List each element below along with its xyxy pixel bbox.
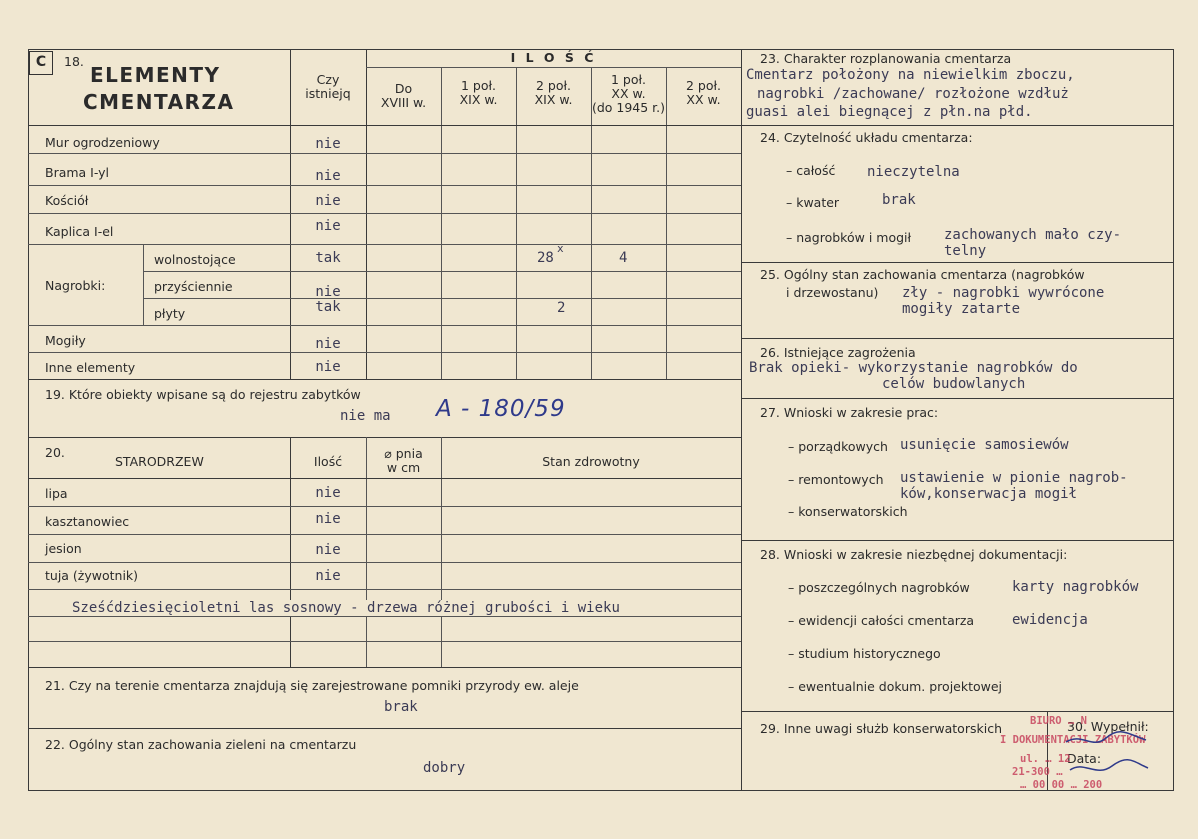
s21-answer: brak bbox=[384, 699, 418, 715]
row-label: płyty bbox=[154, 306, 186, 321]
s28-label: – ewidencji całości cmentarza bbox=[788, 613, 975, 628]
period-header: XX w. bbox=[611, 86, 646, 101]
s19-question: 19. Które obiekty wpisane są do rejestru zabytków bbox=[45, 387, 361, 402]
s26-answer-1: Brak opieki- wykorzystanie nagrobków do bbox=[749, 360, 1078, 376]
s18-number: 18. bbox=[64, 54, 84, 69]
s24-value: nieczytelna bbox=[867, 164, 960, 180]
s24-label: – całość bbox=[786, 163, 836, 178]
exists-value: nie bbox=[315, 136, 341, 152]
period-header: 1 poł. bbox=[610, 72, 647, 87]
s20-col-diam-1: ⌀ pnia bbox=[384, 446, 423, 461]
row-label: Mogiły bbox=[45, 333, 86, 348]
qty-2pol-xix-wolnostojace: 28 bbox=[537, 250, 554, 266]
qty-mark: x bbox=[557, 242, 564, 255]
exists-value: nie bbox=[315, 218, 341, 234]
tree-value: nie bbox=[315, 568, 341, 584]
s28-label: – poszczególnych nagrobków bbox=[788, 580, 970, 595]
period-header: XX w. bbox=[686, 92, 721, 107]
s18-divider-nagrobki bbox=[143, 244, 144, 325]
row-label: Kaplica I-el bbox=[45, 224, 114, 239]
s23-question: 23. Charakter rozplanowania cmentarza bbox=[760, 51, 1012, 66]
s25-answer-2: mogiły zatarte bbox=[902, 301, 1021, 317]
s27-label: – remontowych bbox=[788, 472, 884, 487]
period-header: XIX w. bbox=[459, 92, 498, 107]
frame-right bbox=[1173, 49, 1174, 791]
s22-question: 22. Ogólny stan zachowania zieleni na cmentarzu bbox=[45, 737, 357, 752]
s28-label: – studium historycznego bbox=[788, 646, 941, 661]
exists-value: nie bbox=[315, 193, 341, 209]
s27-value-cont: ków,konserwacja mogił bbox=[900, 486, 1078, 502]
exists-value: nie bbox=[315, 336, 341, 352]
s18-divider-p3 bbox=[516, 67, 517, 379]
s20-col-qty: Ilość bbox=[313, 454, 343, 469]
tree-value: nie bbox=[315, 511, 341, 527]
s18-divider-p5 bbox=[666, 67, 667, 379]
signature bbox=[1062, 728, 1152, 788]
s24-label: – kwater bbox=[786, 195, 840, 210]
s18-header-rule bbox=[28, 125, 741, 126]
period-header: 1 poł. bbox=[460, 78, 497, 93]
s24-value: zachowanych mało czy- bbox=[944, 227, 1122, 243]
s24-label: – nagrobków i mogił bbox=[786, 230, 912, 245]
s28-question: 28. Wnioski w zakresie niezbędnej dokumentacji: bbox=[760, 547, 1068, 562]
s20-col-diam-2: w cm bbox=[386, 460, 421, 475]
stamp-line: BIURO … N bbox=[1030, 715, 1087, 727]
exists-value: nie bbox=[315, 284, 341, 300]
period-header: 2 poł. bbox=[535, 78, 572, 93]
s20-number: 20. bbox=[45, 445, 65, 460]
s20-divider-health bbox=[441, 437, 442, 667]
s27-label: – porządkowych bbox=[788, 439, 888, 454]
s20-bottom-rule bbox=[28, 667, 741, 668]
s27-value: usunięcie samosiewów bbox=[900, 437, 1069, 453]
tree-label: tuja (żywotnik) bbox=[45, 568, 139, 583]
stamp-line: I DOKUMENTACJI ZABYTKÓW bbox=[1000, 734, 1146, 746]
s21-question: 21. Czy na terenie cmentarza znajdują się zarejestrowane pomniki przyrody ew. aleje bbox=[45, 678, 579, 693]
s18-divider-p2 bbox=[441, 67, 442, 379]
period-header: 2 poł. bbox=[685, 78, 722, 93]
s18-col-exists-1: Czy bbox=[316, 72, 340, 87]
s20-note: Sześćdziesięcioletni las sosnowy - drzewa różnej grubości i wieku bbox=[72, 600, 620, 616]
frame-left bbox=[28, 49, 29, 791]
s18-bottom-rule bbox=[28, 379, 741, 380]
s30-filled-by: 30. Wypełnił: bbox=[1067, 719, 1149, 734]
s25-question-2: i drzewostanu) bbox=[786, 285, 879, 300]
exists-value: nie bbox=[315, 168, 341, 184]
period-header: (do 1945 r.) bbox=[591, 100, 666, 115]
column-divider bbox=[741, 49, 742, 791]
s23-answer-1: Cmentarz położony na niewielkim zboczu, bbox=[746, 67, 1075, 83]
s29-question: 29. Inne uwagi służb konserwatorskich bbox=[760, 721, 1002, 736]
stamp-line: 21-300 … bbox=[1012, 766, 1063, 778]
s27-label: – konserwatorskich bbox=[788, 504, 908, 519]
section-letter: C bbox=[35, 54, 47, 70]
s19-bottom-rule bbox=[28, 437, 741, 438]
tree-label: kasztanowiec bbox=[45, 514, 130, 529]
tree-label: jesion bbox=[45, 541, 82, 556]
period-header: Do bbox=[394, 81, 413, 96]
period-header: XVIII w. bbox=[380, 95, 427, 110]
s18-title-line1: ELEMENTY bbox=[90, 63, 221, 87]
s20-col-health: Stan zdrowotny bbox=[542, 454, 640, 469]
s22-answer: dobry bbox=[423, 760, 466, 776]
qty-2pol-xix-plyty: 2 bbox=[557, 300, 566, 316]
s23-answer-2: nagrobki /zachowane/ rozłożone wzdłuż bbox=[757, 86, 1069, 102]
s28-label: – ewentualnie dokum. projektowej bbox=[788, 679, 1003, 694]
s20-title: STARODRZEW bbox=[115, 454, 204, 469]
row-label: przyściennie bbox=[154, 279, 233, 294]
nagrobki-label: Nagrobki: bbox=[45, 278, 106, 293]
row-label: Inne elementy bbox=[45, 360, 136, 375]
stamp-line: ul. … 12 bbox=[1020, 753, 1071, 765]
qty-1pol-xx-wolnostojace: 4 bbox=[619, 250, 628, 266]
row-label: wolnostojące bbox=[154, 252, 236, 267]
s18-ilosc-header: I L O Ś Ć bbox=[510, 50, 597, 65]
s28-value: karty nagrobków bbox=[1012, 579, 1139, 595]
s21-bottom-rule bbox=[28, 728, 741, 729]
tree-value: nie bbox=[315, 542, 341, 558]
period-header: XIX w. bbox=[534, 92, 573, 107]
exists-value: tak bbox=[315, 299, 341, 315]
s25-answer-1: zły - nagrobki wywrócone bbox=[902, 285, 1105, 301]
s24-value: brak bbox=[882, 192, 916, 208]
frame-top bbox=[28, 49, 1174, 50]
s18-title-line2: CMENTARZA bbox=[83, 90, 235, 114]
exists-value: tak bbox=[315, 250, 341, 266]
s26-question: 26. Istniejące zagrożenia bbox=[760, 345, 916, 360]
s27-question: 27. Wnioski w zakresie prac: bbox=[760, 405, 939, 420]
row-label: Brama I-yl bbox=[45, 165, 110, 180]
s24-question: 24. Czytelność układu cmentarza: bbox=[760, 130, 973, 145]
tree-label: lipa bbox=[45, 486, 68, 501]
s18-ilosc-rule bbox=[366, 67, 741, 68]
tree-value: nie bbox=[315, 485, 341, 501]
exists-value: nie bbox=[315, 359, 341, 375]
frame-bottom bbox=[28, 790, 1174, 791]
s23-answer-3: guasi alei biegnącej z płn.na płd. bbox=[746, 104, 1033, 120]
s25-question-1: 25. Ogólny stan zachowania cmentarza (nagrobków bbox=[760, 267, 1085, 282]
s19-handwritten-register: A - 180/59 bbox=[436, 396, 566, 422]
s28-value: ewidencja bbox=[1012, 612, 1088, 628]
s27-value: ustawienie w pionie nagrob- bbox=[900, 470, 1128, 486]
stamp-line: … 00 00 … 200 bbox=[1020, 779, 1103, 791]
s30-date: Data: bbox=[1067, 751, 1102, 766]
s19-answer: nie ma bbox=[340, 408, 391, 424]
s24-value-cont: telny bbox=[944, 243, 987, 259]
s26-answer-2: celów budowlanych bbox=[882, 376, 1026, 392]
row-label: Mur ogrodzeniowy bbox=[45, 135, 160, 150]
row-label: Kościół bbox=[45, 193, 89, 208]
s18-col-exists-2: istniejq bbox=[305, 86, 351, 101]
